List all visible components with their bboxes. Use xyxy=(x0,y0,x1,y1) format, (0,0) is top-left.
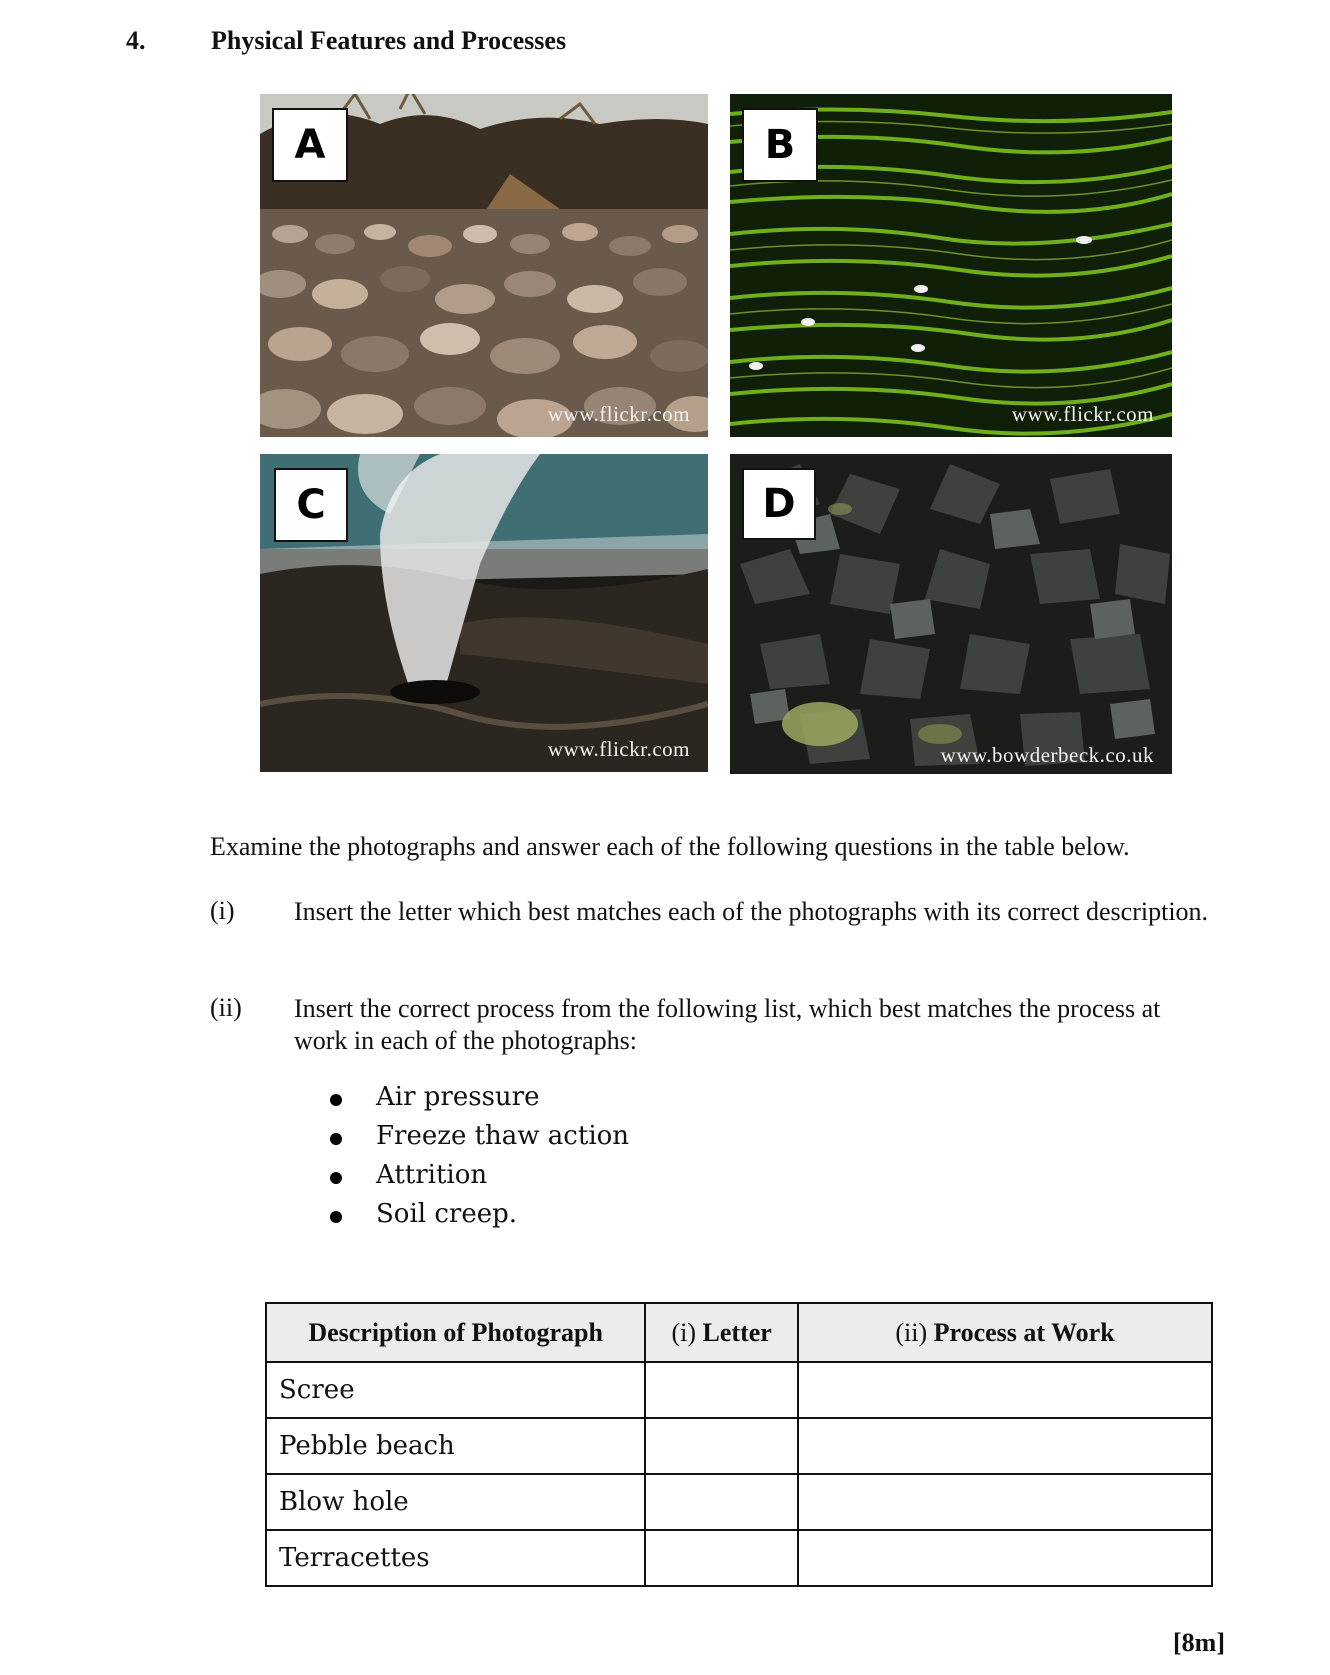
question-title: Physical Features and Processes xyxy=(211,26,567,55)
question-number: 4. xyxy=(126,26,146,55)
letter-answer-cell[interactable] xyxy=(645,1474,798,1530)
row-description: Pebble beach xyxy=(266,1418,645,1474)
row-description: Scree xyxy=(266,1362,645,1418)
photo-c xyxy=(260,454,708,772)
table-row xyxy=(266,1474,1212,1530)
row-description: Terracettes xyxy=(266,1530,645,1586)
answer-table xyxy=(265,1302,1213,1587)
part-i-label: (i) xyxy=(210,896,235,925)
letter-answer-cell[interactable] xyxy=(645,1418,798,1474)
photo-a xyxy=(260,94,708,437)
table-row xyxy=(266,1530,1212,1586)
bullet-icon xyxy=(330,1133,342,1145)
photo-d-credit: www.bowderbeck.co.uk xyxy=(940,743,1154,767)
letter-answer-cell[interactable] xyxy=(645,1530,798,1586)
bullet-icon xyxy=(330,1172,342,1184)
table-header-row xyxy=(266,1303,1212,1362)
instructions-intro: Examine the photographs and answer each of the following questions in the table below. xyxy=(210,832,1130,861)
letter-answer-cell[interactable] xyxy=(645,1362,798,1418)
process-answer-cell[interactable] xyxy=(798,1474,1212,1530)
photo-c-credit: www.flickr.com xyxy=(547,737,690,761)
bullet-icon xyxy=(330,1211,342,1223)
bullet-icon xyxy=(330,1094,342,1106)
photo-b-credit: www.flickr.com xyxy=(1011,402,1154,426)
table-row xyxy=(266,1418,1212,1474)
header-description: Description of Photograph xyxy=(266,1303,645,1362)
photo-d xyxy=(730,454,1172,774)
photo-a-credit: www.flickr.com xyxy=(547,402,690,426)
photo-b xyxy=(730,94,1172,437)
part-ii-label: (ii) xyxy=(210,993,242,1022)
part-ii-text: Insert the correct process from the following list, which best matches the process at work in each of the photographs: xyxy=(294,994,1161,1055)
photo-b-letter: B xyxy=(742,108,818,182)
header-letter: (i) Letter xyxy=(645,1303,798,1362)
photo-d-letter: D xyxy=(742,468,816,540)
process-answer-cell[interactable] xyxy=(798,1530,1212,1586)
header-process: (ii) Process at Work xyxy=(798,1303,1212,1362)
photo-c-letter: C xyxy=(274,468,348,542)
row-description: Blow hole xyxy=(266,1474,645,1530)
process-answer-cell[interactable] xyxy=(798,1418,1212,1474)
photo-a-letter: A xyxy=(272,108,348,182)
marks-total: [8m] xyxy=(1173,1628,1225,1657)
table-row xyxy=(266,1362,1212,1418)
part-i-text: Insert the letter which best matches each of the photographs with its correct description. xyxy=(294,897,1209,926)
process-answer-cell[interactable] xyxy=(798,1362,1212,1418)
